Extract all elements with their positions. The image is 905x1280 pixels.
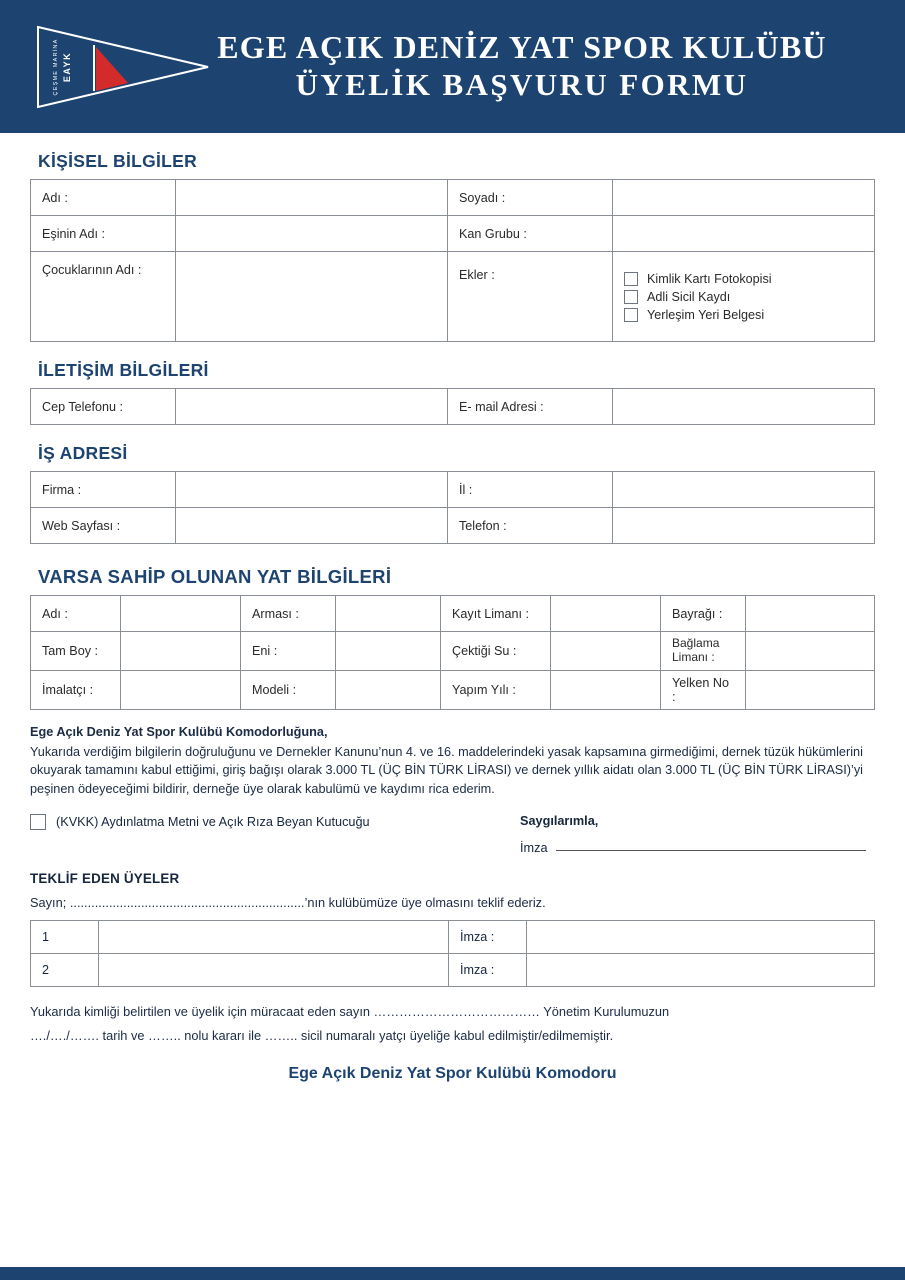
contact-info-table [30,388,875,425]
field-manufacturer[interactable] [121,670,241,709]
table-row [31,954,875,987]
label-flag: Bayrağı : [661,596,746,632]
attachment-label: Yerleşim Yeri Belgesi [647,307,765,322]
proposers-title: TEKLİF EDEN ÜYELER [30,871,180,887]
table-row [31,472,875,508]
declaration-block [30,723,875,799]
field-yacht-name[interactable] [121,596,241,632]
label-length: Tam Boy : [31,632,121,671]
declaration-heading: Ege Açık Deniz Yat Spor Kulübü Komodorluğuna, [30,724,328,739]
attachment-option[interactable] [624,308,863,322]
checkbox-criminal-record[interactable] [624,290,638,304]
table-row [31,216,875,252]
label-yacht-crest: Arması : [241,596,336,632]
proposers-table [30,920,875,987]
field-blood-group[interactable] [613,216,875,252]
proposers-sentence: Sayın; ..................................................................’nın kulübümüze üye olmasını teklif ederiz. [30,895,546,911]
section-title-personal: KİŞİSEL BİLGİLER [38,151,198,171]
kvkk-label: (KVKK) Aydınlatma Metni ve Açık Rıza Beyan Kutucuğu [56,815,370,830]
field-sail-no[interactable] [746,670,875,709]
table-row [31,921,875,954]
field-company[interactable] [176,472,448,508]
board-decision-line-2: …./…./……. tarih ve …….. nolu kararı ile …….. sicil numaralı yatçı üyeliğe kabul edilmiştir/edilmemiştir. [30,1027,614,1043]
label-proposer-sign-2: İmza : [449,954,527,987]
label-manufacturer: İmalatçı : [31,670,121,709]
form-title: ÜYELİK BAŞVURU FORMU [295,66,749,102]
attachment-label: Adli Sicil Kaydı [647,289,731,304]
field-yacht-crest[interactable] [336,596,441,632]
label-website: Web Sayfası : [31,508,176,544]
field-build-year[interactable] [551,670,661,709]
label-draft: Çektiği Su : [441,632,551,671]
field-surname[interactable] [613,180,875,216]
proposer-number: 2 [31,954,99,987]
signature-block [520,814,866,855]
label-registry-port: Kayıt Limanı : [441,596,551,632]
field-proposer-name-1[interactable] [99,921,449,954]
label-attachments: Ekler : [448,252,613,342]
field-registry-port[interactable] [551,596,661,632]
field-children-names[interactable] [176,252,448,342]
label-email: E- mail Adresi : [448,389,613,425]
label-build-year: Yapım Yılı : [441,670,551,709]
label-children-names: Çocuklarının Adı : [31,252,176,342]
field-spouse-name[interactable] [176,216,448,252]
attachment-option[interactable] [624,290,863,304]
field-name[interactable] [176,180,448,216]
signature-line-row [520,841,866,855]
label-name: Adı : [31,180,176,216]
signature-label: İmza [520,841,548,856]
kvkk-consent[interactable] [30,814,520,830]
section-title-yacht: VARSA SAHİP OLUNAN YAT BİLGİLERİ [38,566,392,587]
personal-info-table [30,179,875,342]
section-title-work-address: İŞ ADRESİ [38,443,128,463]
label-beam: Eni : [241,632,336,671]
header-titles [211,29,883,105]
table-row [31,180,875,216]
field-draft[interactable] [551,632,661,671]
label-blood-group: Kan Grubu : [448,216,613,252]
checkbox-kvkk-consent[interactable] [30,814,46,830]
board-decision-block [30,1000,875,1047]
declaration-body: Yukarıda verdiğim bilgilerin doğruluğunu ve Dernekler Kanunu’nun 4. ve 16. maddelerindeki yasak kapsamına girmediğimi, dernek tüzük hükümlerini okuyarak tamamını kabul ettiğimi, giriş bağışı olarak 3.000 TL (ÜÇ BİN TÜRK LİRASI) ve dernek yıllık aidatı olan 3.000 TL (ÜÇ BİN TÜRK LİRASI)’yi peşinen ödeyeceğimi bildirir, derneğe üye olarak kabulümü ve kaydımı rica ederim. [30,745,863,796]
field-flag[interactable] [746,596,875,632]
table-row [31,632,875,671]
club-burgee-logo [36,21,211,113]
work-address-table [30,471,875,544]
label-berth-port: Bağlama Limanı : [661,632,746,671]
label-model: Modeli : [241,670,336,709]
table-row [31,596,875,632]
svg-text:EAYK: EAYK [62,51,72,82]
table-row [31,508,875,544]
svg-text:ÇEŞME MARİNA: ÇEŞME MARİNA [53,38,59,95]
attachments-cell [613,252,875,342]
club-title: EGE AÇIK DENİZ YAT SPOR KULÜBÜ [217,28,827,65]
table-row [31,670,875,709]
field-model[interactable] [336,670,441,709]
label-spouse-name: Eşinin Adı : [31,216,176,252]
field-mobile-phone[interactable] [176,389,448,425]
footer-bar [0,1267,905,1280]
yacht-info-table [30,595,875,710]
field-email[interactable] [613,389,875,425]
field-berth-port[interactable] [746,632,875,671]
label-mobile-phone: Cep Telefonu : [31,389,176,425]
label-work-phone: Telefon : [448,508,613,544]
table-row [31,389,875,425]
page-header [0,0,905,133]
checkbox-residence-document[interactable] [624,308,638,322]
field-work-phone[interactable] [613,508,875,544]
commodore-signature-label: Ege Açık Deniz Yat Spor Kulübü Komodoru [288,1064,617,1082]
field-proposer-sign-1[interactable] [527,921,875,954]
checkbox-id-card-copy[interactable] [624,272,638,286]
form-body [0,151,905,1083]
field-beam[interactable] [336,632,441,671]
proposer-number: 1 [31,921,99,954]
label-sail-no: Yelken No : [661,670,746,709]
field-proposer-name-2[interactable] [99,954,449,987]
attachment-label: Kimlik Kartı Fotokopisi [647,271,772,286]
field-proposer-sign-2[interactable] [527,954,875,987]
kvkk-row [30,814,875,855]
label-company: Firma : [31,472,176,508]
label-surname: Soyadı : [448,180,613,216]
section-title-contact: İLETİŞİM BİLGİLERİ [38,360,209,380]
signature-rule[interactable] [556,850,866,851]
field-website[interactable] [176,508,448,544]
label-proposer-sign-1: İmza : [449,921,527,954]
field-city[interactable] [613,472,875,508]
regards-text: Saygılarımla, [520,814,599,829]
board-decision-line-1: Yukarıda kimliği belirtilen ve üyelik için müracaat eden sayın ………………………………… Yönetim Kurulumuzun [30,1004,670,1020]
attachment-option[interactable] [624,272,863,286]
label-city: İl : [448,472,613,508]
table-row [31,252,875,342]
field-length[interactable] [121,632,241,671]
label-yacht-name: Adı : [31,596,121,632]
